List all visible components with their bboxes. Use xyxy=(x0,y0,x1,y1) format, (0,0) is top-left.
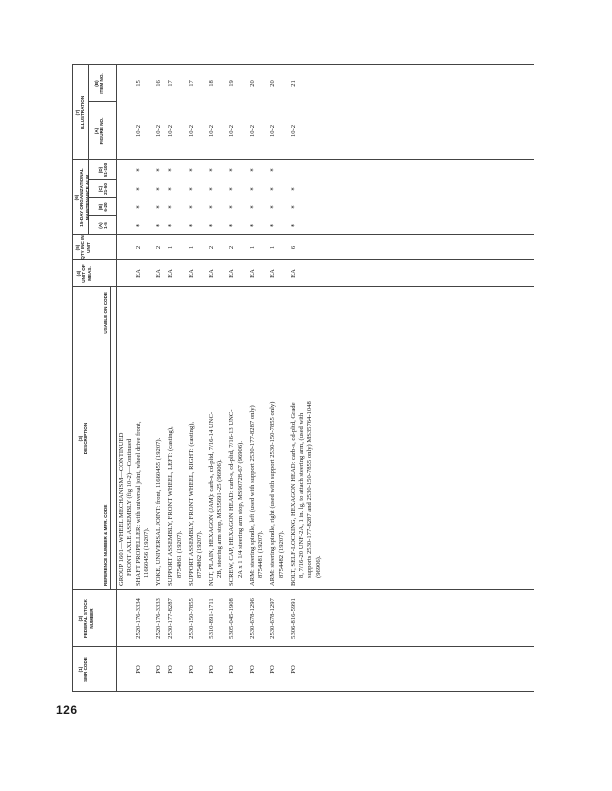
figure-number: 10-2 xyxy=(269,124,277,138)
header-smr-code-number: (1) xyxy=(78,666,83,673)
item-number: 18 xyxy=(208,80,215,87)
maintenance-allowance-a: * xyxy=(134,223,143,228)
header-figure-no-label: FIGURE NO. xyxy=(99,117,105,145)
description-line: ARM: steering spindle, right (used with support 2530-150-7855 only) xyxy=(269,401,277,586)
figure-number: 10-2 xyxy=(208,124,215,138)
qty-inc-in-unit: 1 xyxy=(167,245,175,250)
header-figure-no-number: (A) xyxy=(94,127,99,135)
unit-of-measure: EA xyxy=(248,269,256,278)
description-line: 8754861 (19207). xyxy=(175,530,183,578)
federal-stock-number: 5305-045-1908 xyxy=(228,598,236,639)
description-line: BOLT, SELF-LOCKING, HEXAGON HEAD: carb-s, cd-pltd, Grade xyxy=(289,402,297,586)
header-qty-inc-in-unit-number: (5) xyxy=(75,244,80,251)
header-maint-col-c-label: 21-50 xyxy=(103,183,109,195)
maintenance-allowance-d: * xyxy=(208,168,216,172)
maintenance-allowance-c: * xyxy=(134,187,143,191)
federal-stock-number: 2530-678-1296 xyxy=(248,598,256,639)
maintenance-allowance-d: * xyxy=(269,168,278,172)
maintenance-allowance-c: * xyxy=(269,187,278,191)
description-line: 8754481 (19207). xyxy=(257,530,265,578)
header-maint-col-b xyxy=(98,198,114,216)
qty-inc-in-unit: 2 xyxy=(228,245,236,250)
unit-of-measure: EA xyxy=(167,269,175,278)
maintenance-allowance-c: * xyxy=(208,187,216,191)
federal-stock-number: 2530-150-7855 xyxy=(187,598,195,639)
header-maint-col-b-number: (B) xyxy=(98,203,103,211)
header-qty-inc-in-unit-label: QTY INC IN UNIT xyxy=(80,235,91,260)
header-unit-of-measure-label: UNIT OF MEAS. xyxy=(81,264,92,283)
rule-horizontal xyxy=(88,65,89,160)
header-item-no-number: (B) xyxy=(94,80,99,87)
header-maint-col-d-label: 51-100 xyxy=(103,162,109,178)
figure-number: 10-2 xyxy=(248,124,256,138)
rule-vertical xyxy=(116,259,534,260)
header-maint-col-a-number: (A) xyxy=(98,222,103,229)
description-line: 8, 7/16-20 UNF-2A, 1 in. lg, to attach steering arm, (used with xyxy=(298,412,305,578)
federal-stock-number: 5310-891-1711 xyxy=(208,598,215,639)
maintenance-allowance-b: * xyxy=(187,205,196,209)
header-maintenance-allowance-number: (6) xyxy=(74,194,79,201)
header-maint-col-a-label: 1-5 xyxy=(103,222,109,229)
header-unit-of-measure-number: (4) xyxy=(76,270,81,277)
smr-code: PO xyxy=(269,665,277,674)
maintenance-allowance-d: * xyxy=(187,168,196,172)
smr-code: PO xyxy=(167,665,175,674)
description-line: NUT, PLAIN, HEXAGON (JAM): carb-s, cd-pltd, 7/16-14 UNC- xyxy=(208,411,215,586)
figure-number: 10-2 xyxy=(167,124,175,138)
figure-number: 10-2 xyxy=(155,124,163,138)
smr-code: PO xyxy=(289,665,297,674)
item-number: 15 xyxy=(134,80,142,87)
header-maint-col-b-label: 6-20 xyxy=(103,202,109,212)
maintenance-allowance-c: * xyxy=(155,187,164,191)
description-line: 2A x 1 1/4 steering arm stop, MS90728-67 (96906). xyxy=(236,441,244,578)
unit-of-measure: EA xyxy=(134,269,142,278)
federal-stock-number: 2520-176-3334 xyxy=(134,598,142,639)
header-federal-stock-number-number: (2) xyxy=(78,615,83,622)
header-reference-number-mfr-code: REFERENCE NUMBER & MFR. CODE xyxy=(103,504,108,586)
description-line: ARM: steering spindle, left (used with support 2530-177-8287 only) xyxy=(248,405,256,586)
header-maint-col-a xyxy=(98,216,114,235)
item-number: 21 xyxy=(289,80,297,87)
description-line: YOKE, UNIVERSAL JOINT: front, 11660455 (19207). xyxy=(155,437,163,586)
figure-number: 10-2 xyxy=(134,124,142,138)
maintenance-allowance-a: * xyxy=(248,223,257,228)
header-item-no xyxy=(94,65,114,102)
maintenance-allowance-c: * xyxy=(167,187,176,191)
unit-of-measure: EA xyxy=(155,269,163,278)
header-item-no-label: ITEM NO. xyxy=(99,73,105,94)
rule-vertical xyxy=(116,234,534,235)
maintenance-allowance-b: * xyxy=(248,205,257,209)
header-description xyxy=(78,287,98,590)
qty-inc-in-unit: 2 xyxy=(155,245,163,250)
maintenance-allowance-a: * xyxy=(155,223,164,228)
maintenance-allowance-d: * xyxy=(155,168,164,172)
maintenance-allowance-d: * xyxy=(134,168,143,172)
maintenance-allowance-d: * xyxy=(248,168,257,172)
unit-of-measure: EA xyxy=(228,269,236,278)
description-line: 11660456 (19207). xyxy=(143,527,151,578)
header-illustration xyxy=(75,65,87,160)
group-heading-line: FRONT AXLE ASSEMBLY (fig 10-2)—Continued xyxy=(126,438,134,576)
unit-of-measure: EA xyxy=(208,269,215,278)
qty-inc-in-unit: 2 xyxy=(134,245,142,250)
smr-code: PO xyxy=(228,665,236,674)
qty-inc-in-unit: 1 xyxy=(187,245,195,250)
unit-of-measure: EA xyxy=(269,269,277,278)
rule-vertical xyxy=(116,589,534,590)
unit-of-measure: EA xyxy=(187,269,195,278)
header-qty-inc-in-unit xyxy=(75,235,115,260)
description-line: SCREW, CAP, HEXAGON HEAD: carb-s, cd-pltd, 7/16-13 UNC- xyxy=(228,409,236,586)
smr-code: PO xyxy=(155,665,163,674)
smr-code: PO xyxy=(208,665,215,674)
header-illustration-number: (7) xyxy=(75,109,80,116)
header-maint-col-c-number: (C) xyxy=(98,185,103,193)
federal-stock-number: 2530-678-1297 xyxy=(269,598,277,639)
federal-stock-number: 2530-177-8287 xyxy=(167,598,175,639)
maintenance-allowance-b: * xyxy=(155,205,164,209)
item-number: 20 xyxy=(248,80,256,87)
header-usable-on-code: USABLE ON CODE xyxy=(103,292,108,334)
qty-inc-in-unit: 1 xyxy=(248,245,256,250)
group-heading-line: GROUP 1601—WHEEL MECHANISM—CONTINUED xyxy=(118,432,125,586)
description-line: SUPPORT ASSEMBLY, FRONT WHEEL, RIGHT: (casting), xyxy=(187,421,195,586)
rule-vertical xyxy=(116,646,534,647)
item-number: 20 xyxy=(269,80,277,87)
maintenance-allowance-c: * xyxy=(187,187,196,191)
header-unit-of-measure xyxy=(76,260,114,287)
unit-of-measure: EA xyxy=(289,269,297,278)
rule-horizontal xyxy=(110,287,111,590)
header-federal-stock-number xyxy=(78,590,112,647)
figure-number: 10-2 xyxy=(187,124,195,138)
description-line: (96906). xyxy=(314,555,322,578)
description-line: SHAFT PROPELLER: with universal joint, wheel drive front, xyxy=(134,421,142,586)
header-maint-col-d-number: (D) xyxy=(98,166,103,174)
rule-vertical xyxy=(116,159,534,160)
federal-stock-number: 2520-176-3333 xyxy=(155,598,163,639)
description-line: 8754862 (19207). xyxy=(196,530,203,578)
description-line: SUPPORT ASSEMBLY, FRONT WHEEL, LEFT: (casting), xyxy=(167,426,175,586)
description-line: 8754482 (19207). xyxy=(277,530,285,578)
header-maintenance-allowance xyxy=(74,160,88,235)
header-description-label: DESCRIPTION xyxy=(83,422,89,455)
maintenance-allowance-d: * xyxy=(167,168,176,172)
maintenance-allowance-b: * xyxy=(134,205,143,209)
header-illustration-label: ILLUSTRATION xyxy=(80,95,86,130)
maintenance-allowance-b: * xyxy=(289,205,298,209)
description-line: 2B, steering arm stop, MS35691-25 (96906). xyxy=(216,459,224,578)
header-maintenance-allowance-label: 15-DAY ORGANIZATIONAL MAINTENANCE ALW xyxy=(79,168,90,227)
maintenance-allowance-a: * xyxy=(167,223,176,228)
maintenance-allowance-b: * xyxy=(228,205,237,209)
header-smr-code-label: SMR CODE xyxy=(83,657,89,682)
qty-inc-in-unit: 2 xyxy=(208,245,215,250)
smr-code: PO xyxy=(134,665,142,674)
maintenance-allowance-a: * xyxy=(269,223,278,228)
page-number: 126 xyxy=(56,703,78,717)
maintenance-allowance-b: * xyxy=(208,205,216,209)
figure-number: 10-2 xyxy=(228,124,236,138)
maintenance-allowance-a: * xyxy=(208,223,216,228)
header-federal-stock-number-label: FEDERAL STOCK NUMBER xyxy=(83,599,94,638)
qty-inc-in-unit: 1 xyxy=(269,245,277,250)
maintenance-allowance-a: * xyxy=(289,223,298,228)
maintenance-allowance-c: * xyxy=(289,187,298,191)
maintenance-allowance-a: * xyxy=(228,223,237,228)
item-number: 19 xyxy=(228,80,236,87)
item-number: 17 xyxy=(187,80,195,87)
maintenance-allowance-a: * xyxy=(187,223,196,228)
smr-code: PO xyxy=(248,665,256,674)
smr-code: PO xyxy=(187,665,195,674)
parts-list-table xyxy=(72,65,534,692)
federal-stock-number: 5306-816-5991 xyxy=(289,598,297,639)
header-smr-code xyxy=(78,647,112,692)
maintenance-allowance-b: * xyxy=(167,205,176,209)
item-number: 16 xyxy=(155,80,163,87)
maintenance-allowance-d: * xyxy=(228,168,237,172)
maintenance-allowance-b: * xyxy=(269,205,278,209)
maintenance-allowance-c: * xyxy=(228,187,237,191)
header-maint-col-d xyxy=(98,160,114,180)
item-number: 17 xyxy=(167,80,175,87)
figure-number: 10-2 xyxy=(289,124,297,138)
header-figure-no xyxy=(94,102,114,160)
header-description-number: (3) xyxy=(78,435,83,442)
maintenance-allowance-c: * xyxy=(248,187,257,191)
description-line: supports 2530-177-8287 and 2530-150-7855 only) MS35764-1048 xyxy=(306,401,314,578)
header-maint-col-c xyxy=(98,180,114,198)
qty-inc-in-unit: 6 xyxy=(289,245,297,250)
